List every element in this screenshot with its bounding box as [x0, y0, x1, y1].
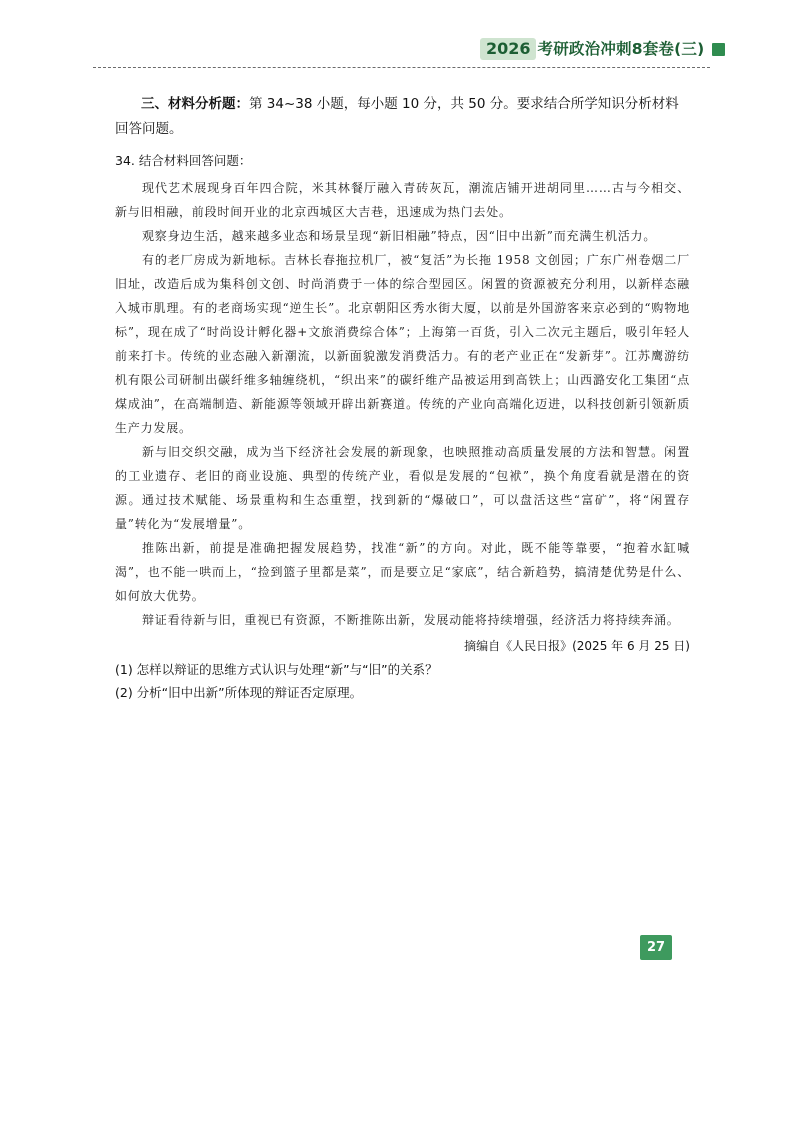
header-square-icon: [712, 43, 725, 56]
header-dotted-divider: [93, 67, 710, 68]
material-paragraph: 观察身边生活，越来越多业态和场景呈现“新旧相融”特点，因“旧中出新”而充满生机活力。: [142, 229, 657, 243]
material-paragraph: 有的老厂房成为新地标。吉林长春拖拉机厂，被“复活”为长拖 1958 文创园；广东广州卷烟二厂旧址，改造后成为集科创文创、时尚消费于一体的综合型园区。闲置的资源被充分利用，以新样态融入城市肌理。有的老商场实现“逆生长”。北京朝阳区秀水街大厦，以前是外国游客来京必到的“购物地标”，现在成了“时尚设计孵化器+文旅消费综合体”；上海第一百货，引入二次元主题后，吸引年轻人前来打卡。传统的业态融入新潮流，以新面貌激发消费活力。有的老产业正在“发新芽”。江苏鹰游纺机有限公司研制出碳纤维多轴缠绕机，“织出来”的碳纤维产品被运用到高铁上；山西潞安化工集团“点煤成油”，在高端制造、新能源等领域开辟出新赛道。传统的产业向高端化迈进，以科技创新引领新质生产力发展。: [115, 253, 690, 435]
header-exam-title: 考研政治冲刺8套卷(三): [537, 40, 705, 58]
material-text: [115, 176, 690, 632]
material-source: 摘编自《人民日报》(2025 年 6 月 25 日): [464, 639, 690, 653]
header-year-badge: 2026: [480, 38, 536, 60]
material-paragraph: 辩证看待新与旧，重视已有资源，不断推陈出新，发展动能将持续增强，经济活力将持续奔涌。: [142, 613, 680, 627]
section-instruction: 第 34~38 小题，每小题 10 分，共 50 分。要求结合所学知识分析材料回答问题。: [115, 96, 679, 137]
sub-question-1: (1) 怎样以辩证的思维方式认识与处理“新”与“旧”的关系？: [115, 662, 438, 677]
page-number-badge: 27: [640, 935, 672, 960]
header-title: [480, 37, 725, 61]
page-header: [0, 0, 800, 70]
material-paragraph: 推陈出新，前提是准确把握发展趋势，找准“新”的方向。对此，既不能等靠要，“抱着水缸喊渴”，也不能一哄而上，“捡到篮子里都是菜”，而是要立足“家底”，结合新趋势，搞清楚优势是什么、如何放大优势。: [115, 541, 690, 603]
page-content: [115, 92, 690, 704]
question-title: 34. 结合材料回答问题：: [115, 153, 252, 168]
material-paragraph: 新与旧交织交融，成为当下经济社会发展的新现象，也映照推动高质量发展的方法和智慧。闲置的工业遗存、老旧的商业设施、典型的传统产业，看似是发展的“包袱”，换个角度看就是潜在的资源。通过技术赋能、场景重构和生态重塑，找到新的“爆破口”，可以盘活这些“富矿”，将“闲置存量”转化为“发展增量”。: [115, 445, 690, 531]
section-heading: [115, 92, 690, 142]
material-paragraph: 现代艺术展现身百年四合院，米其林餐厅融入青砖灰瓦，潮流店铺开进胡同里……古与今相交、新与旧相融，前段时间开业的北京西城区大吉巷，迅速成为热门去处。: [115, 181, 690, 219]
section-label: 三、材料分析题：: [141, 96, 249, 112]
sub-question-2: (2) 分析“旧中出新”所体现的辩证否定原理。: [115, 685, 363, 700]
